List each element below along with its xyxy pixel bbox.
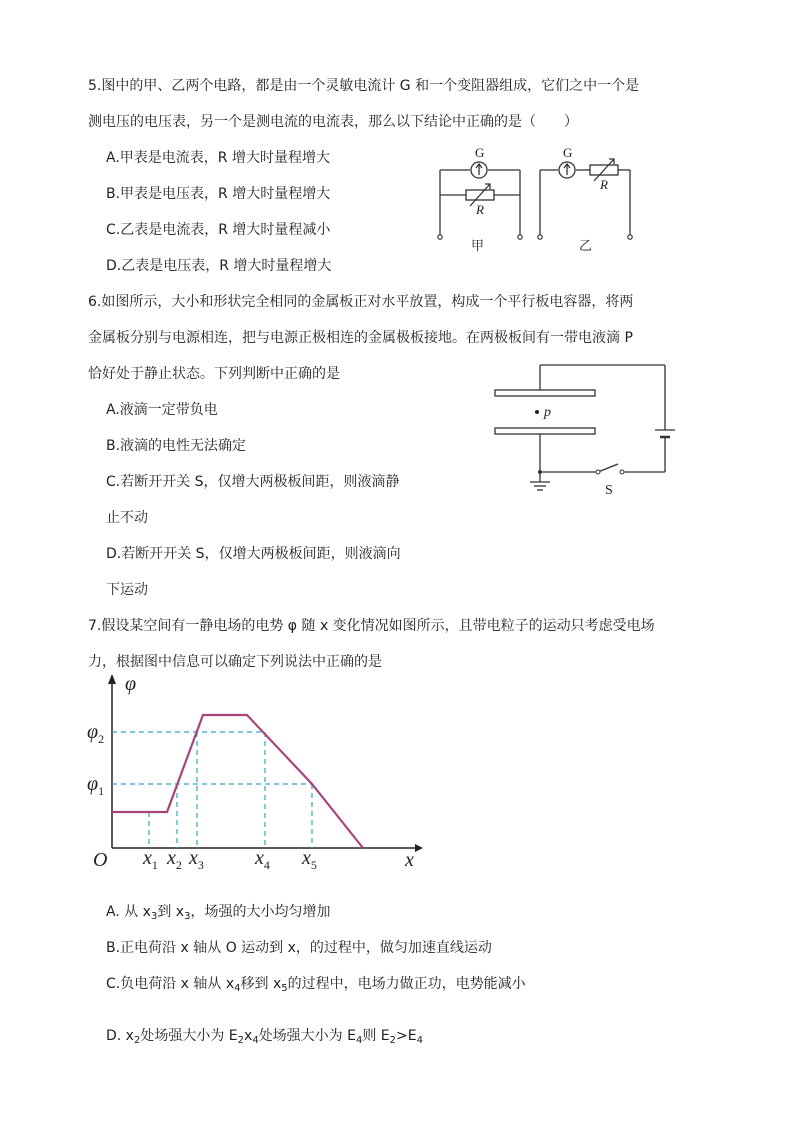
galvanometer-label-yi: G [563, 145, 573, 160]
q7-option-c: C.负电荷沿 x 轴从 $x_4$移到 $x_5$的过程中，电场力做正功，电势能减小 [106, 976, 526, 994]
q6-option-d-cont: 下运动 [106, 582, 148, 598]
droplet-label-p: p [544, 405, 551, 420]
resistor-label-jia: R [476, 202, 484, 217]
origin-label: O [93, 849, 108, 871]
q7-option-a: A. 从 $x_3$到 $x_3$，场强的大小均匀增加 [106, 904, 331, 922]
q6-option-d: D.若断开开关 S，仅增大两极板间距，则液滴向 [106, 546, 401, 562]
q5-option-c: C.乙表是电流表，R 增大时量程减小 [106, 222, 331, 238]
y-axis-arrow [108, 674, 116, 684]
q5-stem-line2: 测电压的电压表，另一个是测电流的电流表，那么以下结论中正确的是（ ） [88, 114, 578, 130]
q5-stem-line1: 5.图中的甲、乙两个电路，都是由一个灵敏电流计 G 和一个变阻器组成，它们之中一个是 [88, 78, 640, 94]
q6-stem-line3: 恰好处于静止状态。下列判断中正确的是 [88, 366, 340, 382]
q6-option-b: B.液滴的电性无法确定 [106, 438, 247, 454]
q5-option-a: A.甲表是电流表，R 增大时量程增大 [106, 150, 330, 166]
q5-circuit-figure [430, 140, 650, 260]
tick-label-x3: $x_3$ [189, 847, 204, 872]
q6-capacitor-figure [490, 360, 690, 500]
q7-option-d: D. $x_2$处场强大小为 $E_2x_4$处场强大小为 $E_4$则 $E_2>E_4$ [106, 1028, 423, 1046]
x-axis-arrow [415, 844, 423, 852]
tick-label-x4: $x_4$ [255, 847, 270, 872]
y-axis-label-phi: φ [125, 673, 137, 695]
x-axis-label: x [405, 849, 414, 871]
q6-option-a: A.液滴一定带负电 [106, 402, 218, 418]
q7-stem-line2: 力，根据图中信息可以确定下列说法中正确的是 [88, 654, 382, 670]
tick-label-x5: $x_5$ [302, 847, 317, 872]
tick-label-phi2: $\varphi_2$ [87, 721, 105, 746]
tick-label-phi1: $\varphi_1$ [87, 773, 105, 798]
potential-curve [112, 715, 363, 848]
q6-stem-line1: 6.如图所示，大小和形状完全相同的金属板正对水平放置，构成一个平行板电容器，将两 [88, 294, 634, 310]
circuit-label-yi: 乙 [579, 239, 593, 254]
q6-stem-line2: 金属板分别与电源相连，把与电源正极相连的金属极板接地。在两极板间有一带电液滴 P [88, 330, 633, 346]
switch-label-s: S [605, 483, 613, 498]
q6-option-c: C.若断开开关 S，仅增大两极板间距，则液滴静 [106, 474, 400, 490]
galvanometer-label-jia: G [475, 145, 485, 160]
circuit-label-jia: 甲 [471, 239, 485, 254]
q7-stem-line1: 7.假设某空间有一静电场的电势 φ 随 x 变化情况如图所示，且带电粒子的运动只考虑受电场 [88, 618, 655, 634]
q5-option-d: D.乙表是电压表，R 增大时量程增大 [106, 258, 332, 274]
resistor-label-yi: R [600, 177, 608, 192]
q7-potential-chart [85, 668, 425, 873]
q6-option-c-cont: 止不动 [106, 510, 148, 526]
q7-option-b: B.正电荷沿 x 轴从 O 运动到 x，的过程中，做匀加速直线运动 [106, 940, 492, 956]
tick-label-x2: $x_2$ [167, 847, 182, 872]
q5-option-b: B.甲表是电压表，R 增大时量程增大 [106, 186, 331, 202]
tick-label-x1: $x_1$ [143, 847, 158, 872]
